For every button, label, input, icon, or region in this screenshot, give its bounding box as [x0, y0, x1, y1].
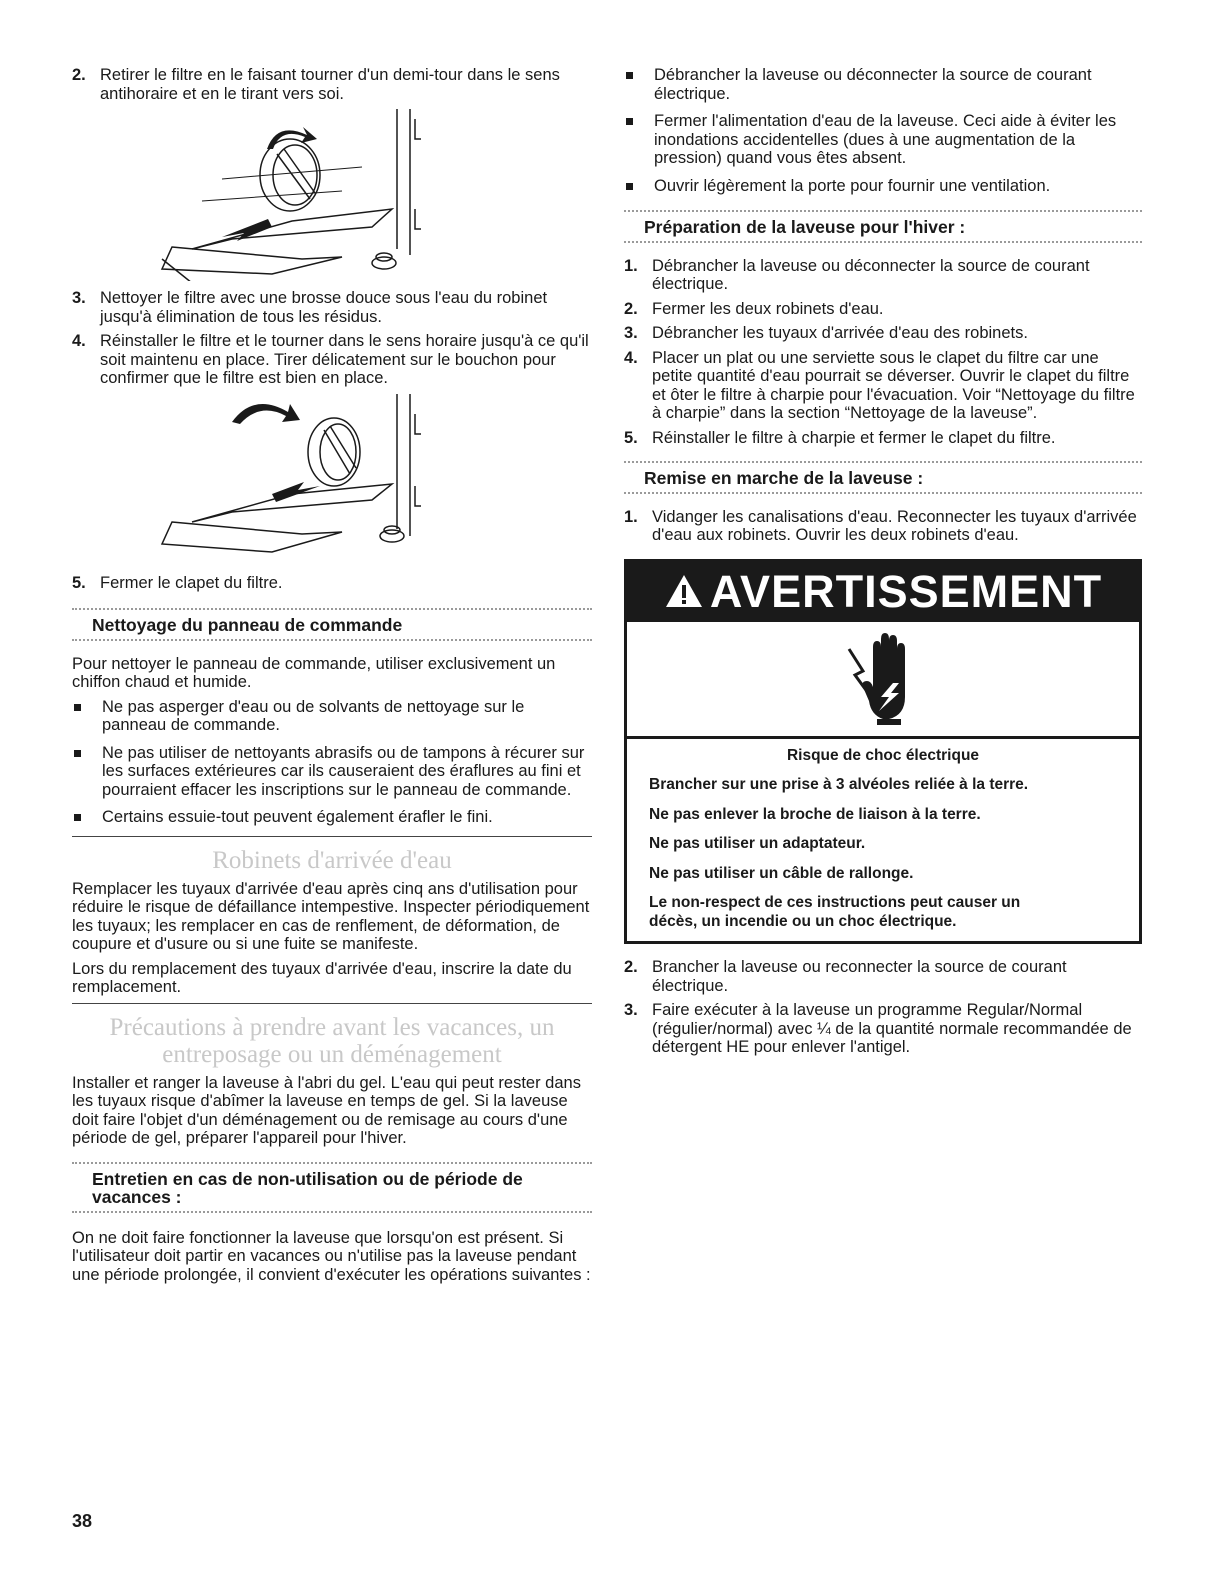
warning-box: [624, 559, 1142, 945]
section-rule: [72, 1003, 592, 1004]
restart-step: 1. Vidanger les canalisations d'eau. Reconnecter les tuyaux d'arrivée d'eau aux robinets. Ouvrir les deux robinets d'eau.: [624, 507, 1137, 544]
warning-header: [627, 562, 1139, 622]
step-number: 3.: [72, 289, 86, 307]
step-number: 4.: [72, 332, 86, 350]
warning-body: [627, 739, 1139, 942]
right-column: [624, 66, 1142, 1063]
step-5: [72, 574, 592, 593]
winter-step: 1. Débrancher la laveuse ou déconnecter la source de courant électrique.: [624, 256, 1090, 293]
warning-line: Brancher sur une prise à 3 alvéoles reliée à la terre.: [649, 776, 1029, 793]
bullet-square-icon: [72, 808, 102, 827]
step-3: [72, 289, 592, 326]
warning-icon-area: [627, 622, 1139, 739]
hoses-paragraph-1: Remplacer les tuyaux d'arrivée d'eau après cinq ans d'utilisation pour réduire le risque de défaillance intempestive. Inspecter périodiquement les tuyaux; les remplacer en cas de renflement, de déformation, de coupure et d'usure ou si une fuite se manifeste.: [72, 879, 590, 953]
step-number: 2.: [72, 66, 86, 84]
panel-intro: Pour nettoyer le panneau de commande, utiliser exclusivement un chiffon chaud et humide.: [72, 654, 556, 691]
restart-step: 3. Faire exécuter à la laveuse un programme Regular/Normal (régulier/normal) avec ¼ de la quantité normale recommandée de détergent HE pour enlever l'antigel.: [624, 1001, 1132, 1056]
bullet-square-icon: [624, 177, 654, 196]
warning-line: Risque de choc électrique: [786, 746, 980, 764]
step-text: Réinstaller le filtre et le tourner dans le sens horaire jusqu'à ce qu'il soit maintenu en place. Tirer délicatement sur le bouchon pour confirmer que le filtre est bien en place.: [100, 332, 589, 387]
step-2: [72, 66, 592, 103]
left-column: [72, 66, 592, 1290]
bullet-square-icon: [624, 112, 654, 168]
step-text: Fermer le clapet du filtre.: [100, 573, 283, 592]
hoses-paragraph-2: Lors du remplacement des tuyaux d'arrivée d'eau, inscrire la date du remplacement.: [72, 959, 572, 996]
care-bullet: Débrancher la laveuse ou déconnecter la source de courant électrique.: [624, 66, 1142, 103]
water-hoses-heading: Robinets d'arrivée d'eau: [212, 846, 452, 874]
bullet-square-icon: [72, 698, 102, 735]
step-4: [72, 332, 592, 388]
warning-line: Ne pas enlever la broche de liaison à la terre.: [649, 805, 981, 823]
vacation-heading-line-1: Précautions à prendre avant les vacances, un: [109, 1013, 555, 1041]
panel-bullet: Certains essuie-tout peuvent également érafler le fini.: [72, 808, 592, 827]
bullet-square-icon: [624, 66, 654, 103]
care-bullet: Ouvrir légèrement la porte pour fournir une ventilation.: [624, 177, 1142, 196]
warning-line: Ne pas utiliser un câble de rallonge.: [649, 864, 914, 882]
warning-triangle-icon: [664, 573, 704, 609]
panel-bullet: Ne pas asperger d'eau ou de solvants de nettoyage sur le panneau de commande.: [72, 698, 592, 735]
restart-heading: Remise en marche de la laveuse :: [644, 468, 924, 488]
care-bullet: Fermer l'alimentation d'eau de la laveuse. Ceci aide à éviter les inondations accidentelles (dues à une augmentation de la pression) quand vous êtes absent.: [624, 112, 1142, 168]
panel-cleaning-heading: Nettoyage du panneau de commande: [92, 615, 403, 635]
step-text: Retirer le filtre en le faisant tourner d'un demi-tour dans le sens antihoraire et en le tirant vers soi.: [100, 66, 560, 103]
warning-line: Le non-respect de ces instructions peut causer un décès, un incendie ou un choc électrique.: [649, 894, 1021, 930]
winter-step: 3. Débrancher les tuyaux d'arrivée d'eau des robinets.: [624, 324, 1028, 342]
restart-step: 2. Brancher la laveuse ou reconnecter la source de courant électrique.: [624, 958, 1067, 995]
page-number: 38: [72, 1511, 93, 1531]
vacation-heading-line-2: entreposage ou un déménagement: [162, 1040, 502, 1068]
winter-step: 5. Réinstaller le filtre à charpie et fermer le clapet du filtre.: [624, 428, 1056, 447]
filter-removal-illustration: [72, 109, 592, 281]
warning-title: AVERTISSEMENT: [709, 565, 1103, 617]
section-rule: [72, 836, 592, 837]
vacation-paragraph: Installer et ranger la laveuse à l'abri du gel. L'eau qui peut rester dans les tuyaux risque d'abîmer la laveuse en temps de gel. Si la laveuse doit faire l'objet d'un déménagement ou de remisage au cours d'une période de gel, préparer l'appareil pour l'hiver.: [72, 1073, 581, 1147]
care-heading: Entretien en cas de non-utilisation ou de période de vacances :: [92, 1168, 523, 1207]
winter-step: 2. Fermer les deux robinets d'eau.: [624, 299, 884, 318]
winter-step: 4. Placer un plat ou une serviette sous le clapet du filtre car une petite quantité d'eau pourrait se déverser. Ouvrir le clapet du filtre et ôter le filtre à charpie pour l'évacuation. Voir “Nettoyage du filtre à charpie” dans la section “Nettoyage de la laveuse”.: [624, 348, 1135, 422]
panel-bullet: Ne pas utiliser de nettoyants abrasifs ou de tampons à récurer sur les surfaces extérieures car ils causeraient des éraflures au fini et pourraient effacer les inscriptions sur le panneau de commande.: [72, 744, 592, 800]
step-text: Nettoyer le filtre avec une brosse douce sous l'eau du robinet jusqu'à élimination de tous les résidus.: [100, 289, 548, 326]
bullet-square-icon: [72, 744, 102, 800]
winter-heading: Préparation de la laveuse pour l'hiver :: [644, 217, 966, 237]
care-paragraph: On ne doit faire fonctionner la laveuse que lorsqu'on est présent. Si l'utilisateur doit partir en vacances ou n'utilise pas la laveuse pendant une période prolongée, il convient d'exécuter les opérations suivantes :: [72, 1228, 591, 1284]
warning-line: Ne pas utiliser un adaptateur.: [649, 835, 866, 852]
filter-install-illustration: [72, 394, 592, 566]
step-number: 5.: [72, 573, 86, 592]
electric-shock-hand-icon: [843, 631, 923, 727]
